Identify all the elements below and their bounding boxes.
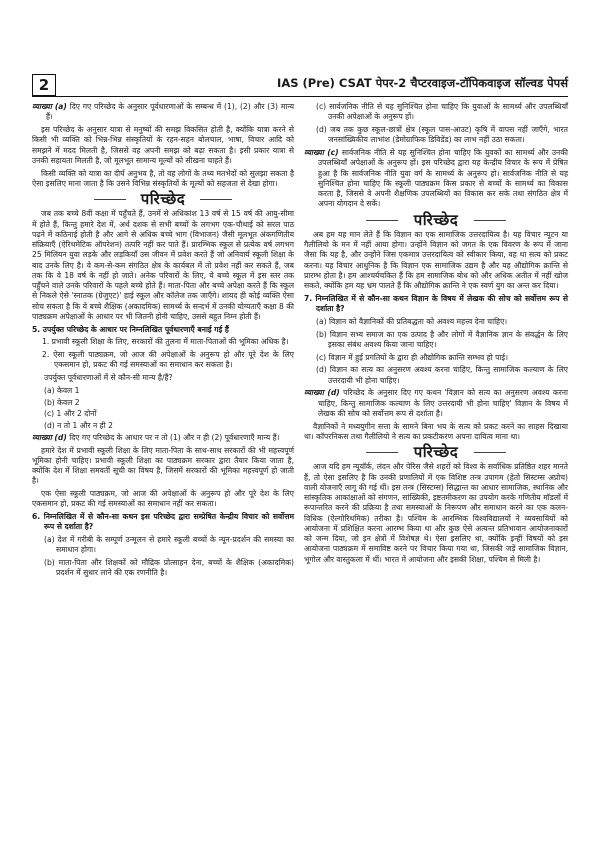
option-a: (a) केवल 1 bbox=[44, 385, 80, 395]
explanation-d: व्याख्या (d) परिच्छेद के अनुसार दिए गए कथन 'विज्ञान को सत्य का अनुसरण अवश्य करना चाहिए, किन्तु सामाजिक कल्याण के लिए उत्तरदायी भी होना चाहिए' विज्ञान के विषय में लेखक की सोच को सर्वोत्तम रूप से दर्शाता है। bbox=[304, 388, 568, 418]
explanation-paragraph: एक ऐसा स्कूली पाठ्यक्रम, जो आज की अपेक्षाओं के अनुरूप हो और पूरे देश के लिए एकसमान हो, प्रकट की गई समस्याओं का समाधान नहीं कर सकता। bbox=[32, 489, 294, 509]
option-a: (a) विज्ञान को वैज्ञानिकों की प्रतिबद्धता को अवश्य महत्त्व देना चाहिए। bbox=[316, 316, 508, 326]
option-d: (d) न तो 1 और न ही 2 bbox=[44, 421, 113, 430]
option-a: (a) देश में गरीबी के सम्पूर्ण उन्मूलन से हमारे स्कूली बच्चों के न्यून-प्रदर्शन की समस्या का समाधान होगा। bbox=[44, 535, 294, 555]
explanation-paragraph: इस परिच्छेद के अनुसार यात्रा से मनुष्यों की समझ विकसित होती है, क्योंकि यात्रा करने से किसी भी व्यक्ति को भिन्न-भिन्न संस्कृतियों के रहन-सहन बोलचाल, भाषा, विचार आदि को समझने में मदद मिलती है, जिससे वह अपनी समझ को बढ़ा सकता है। इसी प्रकार यात्रा से उनकी सहायता मिलती है, जो मूलभूत सामान्य मूल्यों को सीखना चाहते हैं। bbox=[32, 125, 294, 165]
page-header bbox=[32, 74, 568, 96]
explanation-paragraph: हमारे देश में प्रभावी स्कूली शिक्षा के लिए माता-पिता के साथ-साथ सरकारों की भी महत्त्वपूर्ण भूमिका होनी चाहिए। प्रभावी स्कूली शिक्षा का पाठ्यक्रम सरकार द्वारा तैयार किया जाता है, क्योंकि देश में शिक्षा समवर्ती सूची का विषय है, जिसमें सरकारों की भूमिका महत्त्वपूर्ण हो जाती है। bbox=[32, 445, 294, 486]
option-c: (c) विज्ञान में हुई प्रगतियों के द्वारा ही औद्योगिक क्रान्ति सम्भव हो पाई। bbox=[316, 352, 508, 362]
explanation-paragraph: किसी व्यक्ति को यात्रा का दीर्घ अनुभव है, तो वह लोगों के तथ्य मतभेदों को सुलझा सकता है ऐसा इसलिए माना जाता है कि उसने विभिन्न संस्कृतियों के मूल्यों को सहजता से देखा होगा। bbox=[32, 168, 294, 188]
explanation-paragraph: वैज्ञानिकों ने मध्ययुगीन सत्ता के सामने बिना भय के सत्य को प्रकट करने का साहस दिखाया था। कॉपरनिकस तथा गैलीलियो ने सत्य का प्रकटीकरण अपना दायित्व माना था। bbox=[304, 421, 568, 441]
statement-2: 2. ऐसा स्कूली पाठ्यक्रम, जो आज की अपेक्षाओं के अनुरूप हो और पूरे देश के लिए एकसमान हो, प्रकट की गई समस्याओं का समाधान कर सकता है। bbox=[42, 350, 294, 370]
page-number: 2 bbox=[32, 74, 56, 96]
section-heading: परिच्छेद bbox=[32, 194, 294, 204]
explanation-d: व्याख्या (d) दिए गए परिच्छेद के आधार पर न तो (1) और न ही (2) पूर्वधारणाएँ मान्य हैं। bbox=[32, 432, 280, 442]
option-b: (b) केवल 2 bbox=[44, 397, 80, 407]
passage-text: अब हम यह मान लेते हैं कि विज्ञान का एक सामाजिक उत्तरदायित्व है। यह विचार न्यूटन या गैलीलियो के मन में नहीं आया होगा। उन्होंने विज्ञान को जगत के एक विवरण के रूप में जाना जैसा कि यह है, और उन्होंने जिस एकमात्र उत्तरदायित्व को स्वीकार किया, वह था सत्य को प्रकट करना। यह विचार आधुनिक है कि विज्ञान एक सामाजिक उद्यम है और यह औद्योगिक क्रान्ति से प्रारम्भ होता है। हम आश्चर्यचकित हैं कि हम सामाजिक बोध को और अधिक अतीत में नहीं खोज सकते, क्योंकि हम यह भ्रम पालते हैं कि औद्योगिक क्रान्ति ने एक स्वर्ण युग का अन्त कर दिया। bbox=[304, 229, 568, 290]
option-b: (b) विज्ञान सभ्य समाज का एक उत्पाद है और लोगों में वैज्ञानिक ज्ञान के संवर्द्धन के लिए इसका संबंध अवश्य किया जाना चाहिए। bbox=[316, 329, 568, 349]
right-column bbox=[304, 102, 568, 567]
option-d: (d) विज्ञान का सत्य का अनुसरण अवश्य करना चाहिए, किन्तु सामाजिक कल्याण के लिए उत्तरदायी भी होना चाहिए। bbox=[316, 365, 568, 385]
statement-1: 1. प्रभावी स्कूली शिक्षा के लिए, सरकारों की तुलना में माता-पिताओं की भूमिका अधिक है। bbox=[42, 337, 289, 347]
passage-text: आज यदि हम न्यूयॉर्क, लंदन और पेरिस जैसे शहरों को विश्व के सर्वाधिक प्रतिष्ठित शहर मानते हैं, तो ऐसा इसलिए है कि उनकी प्रणालियों में एक विशिष्ट तन्त्र उपागम (हेतो सिस्टम्स अप्रोच) वाली योजनाएँ लागू की गई थीं। इस तन्त्र (सिस्टम्स) सिद्धान्त का आधार सामाजिक, स्थानिक और सांस्कृतिक आकांक्षाओं को संगणन, सांख्यिकी, इष्टतमीकरण का उपयोग करके गणितीय मॉडलों में रूपान्तरित करने की प्रक्रिया है तथा समस्याओं के निरूपण और समाधान करने का एक कलन-विधिक (ऐल्गोरिथमिक) तरीका है। पश्चिम के आरम्भिक विश्वविद्यालयों ने व्यवसायियों को आयोजना में प्रशिक्षित करना आरम्भ किया था और कुछ ऐसे अत्यन्त प्रतिभावान आयोजनाकारों को जन्म दिया, जो इन क्षेत्रों में विशेषज्ञ थे। ऐसा इसलिए था, क्योंकि इन्हीं विषयों को इस आयोजना पाठ्यक्रम में समाविष्ट करने पर विचार किया गया था, जिसकी जड़ें सामाजिक विज्ञान, भूगोल और वास्तुकला में थीं। भारत में आयोजना और इसकी शिक्षा, पश्चिम से मिली है। bbox=[304, 462, 568, 564]
explanation-c: व्याख्या (c) सार्वजनिक नीति से यह सुनिश्चित होना चाहिए कि युवकों का सामर्थ्य और उनकी उपलब्धियाँ अपेक्षाओं के अनुरूप हों। इस परिच्छेद द्वारा यह केन्द्रीय विचार के रूप में प्रेषित हुआ है कि सार्वजनिक नीति युवा वर्ग के सामर्थ्य के अनुरूप हो। सार्वजनिक नीति से यह सुनिश्चित होना चाहिए कि स्कूली पाठ्यक्रम किस प्रकार से बच्चों के सामर्थ्य का विकास करता है, जिससे वे अपनी शैक्षणिक उपलब्धियों का विकास कर सके तथा संगठित क्षेत्र में अपना योगदान दे सकें। bbox=[304, 148, 568, 209]
question-6: 6. निम्नलिखित में से कौन-सा कथन इस परिच्छेद द्वारा सम्प्रेषित केन्द्रीय विचार को सर्वोत्तम रूप से दर्शाता है? bbox=[32, 512, 294, 532]
explanation-a: व्याख्या (a) दिए गए परिच्छेद के अनुसार पूर्वधारणाओं के सम्बन्ध में (1), (2) और (3) मान्य हैं। bbox=[32, 102, 294, 122]
section-heading: परिच्छेद bbox=[304, 215, 568, 225]
left-column bbox=[32, 102, 294, 581]
header-rule bbox=[32, 96, 568, 97]
running-title: IAS (Pre) CSAT पेपर-2 चैप्टरवाइज-टॉपिकवाइज सॉल्वड पेपर्स bbox=[277, 76, 568, 90]
section-heading: परिच्छेद bbox=[304, 447, 568, 457]
option-d: (d) जब तक कुछ स्कूल-छात्रों क्षेत्र (स्कूल पास-आउट) कृषि में वापस नहीं जाएँगे, भारत जनसांख्यिकीय लाभांश (डेमोग्राफिक डिविडेंड) का लाभ नहीं उठा सकता। bbox=[316, 125, 568, 145]
option-b: (b) माता-पिता और शिक्षकों को मौद्रिक प्रोत्साहन देना, बच्चों के शैक्षिक (अकादमिक) प्रदर्शन में सुधार लाने की एक रणनीति है। bbox=[44, 558, 294, 578]
question-7: 7. निम्नलिखित में से कौन-सा कथन विज्ञान के विषय में लेखक की सोच को सर्वोत्तम रूप से दर्शाता है? bbox=[304, 293, 568, 313]
option-c: (c) 1 और 2 दोनों bbox=[44, 409, 97, 419]
question-5: 5. उपर्युक्त परिच्छेद के आधार पर निम्नलिखित पूर्वधारणाएँ बनाई गई हैं bbox=[32, 324, 229, 334]
passage-text: जब तक बच्चे 8वीं कक्षा में पहुँचते हैं, उनमें से अधिकांश 13 वर्ष से 15 वर्ष की आयु-सीमा में होते हैं, किन्तु हमारे देश में, अर्थ दशक से सभी बच्चों के लगभग एक-चौथाई को सरल पाठ पढ़ने में कठिनाई होती है और आगे से अधिक बच्चे भाग (विभाजन) जैसी मूलभूत अंकगणितीय संक्रियाएँ (ऐरिथमेटिक ऑपरेशन) तत्परि नहीं कर पाते हैं। प्रारम्भिक स्कूल से प्रत्येक वर्ष लगभग 25 मिलियन युवा लड़के और लड़कियाँ उस जीवन में प्रवेश करते हैं जो अनिवार्य स्कूली शिक्षा के बाद उनके लिए है। वे कम-से-कम संगठित क्षेत्र के कार्यबल में तो प्रवेश नहीं कर सकते हैं, जब तक कि वे 18 वर्ष के नहीं हो जाते। अनेक परिवारों के लिए, ये बच्चे स्कूल में इस स्तर तक पहुँचने वाले उनके परिवारों के पहले बच्चे होते हैं। माता-पिता और बच्चे अपेक्षा करते हैं कि स्कूल से निकले ऐसे 'स्नातक (ग्रेजुएट)' हाई स्कूल और कॉलेज तक जाएँगे। शायद ही कोई व्यक्ति ऐसा सोच सकता है कि ये बच्चे शैक्षिक (अकादमिक) सामर्थ्य के सन्दर्भ में उनकी योग्यताएँ कक्षा 8 की पाठ्यक्रम अपेक्षाओं के आधार पर भी जितनी होनी चाहिए, उससे बहुत निम्न होती हैं। bbox=[32, 209, 295, 321]
question-prompt: उपर्युक्त पूर्वधारणाओं में से कौन-सी मान्य है/हैं? bbox=[44, 373, 173, 382]
option-c: (c) सार्वजनिक नीति से यह सुनिश्चित होना चाहिए कि युवाओं के सामर्थ्य और उपलब्धियाँ उनकी अपेक्षाओं के अनुरूप हों। bbox=[316, 102, 568, 122]
